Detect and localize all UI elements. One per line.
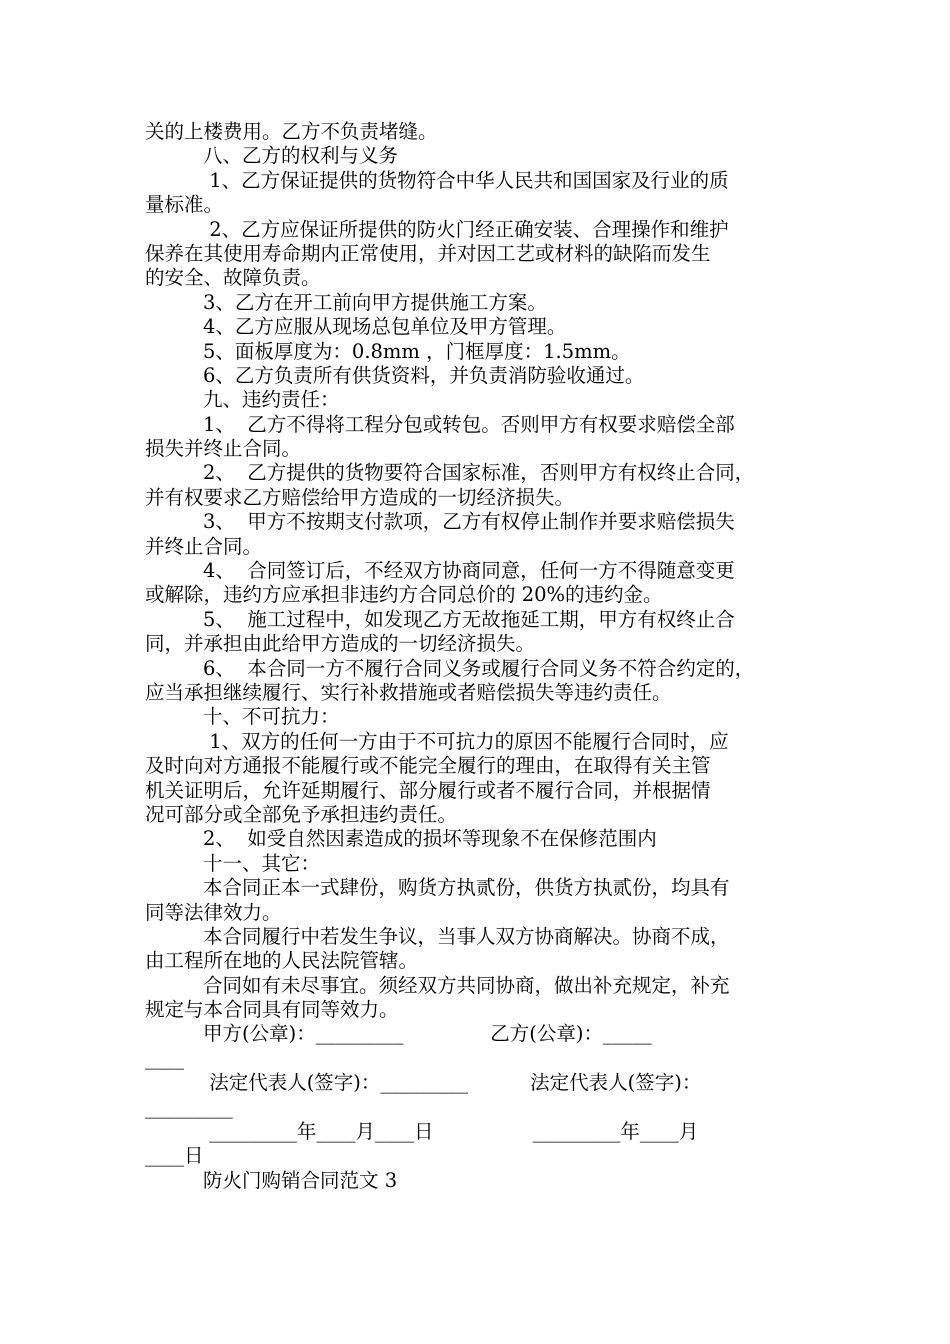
next-document-title: 防火门购销合同范文 3 [203, 1168, 398, 1192]
text-line: 3、 甲方不按期支付款项，乙方有权停止制作并要求赔偿损失 [203, 510, 735, 534]
text-line: 同等法律效力。 [145, 900, 282, 924]
text-line: 量标准。 [145, 193, 224, 217]
text-line: 合同如有未尽事宜。须经双方共同协商，做出补充规定，补充 [203, 973, 730, 997]
text-line: 2、 乙方提供的货物要符合国家标准，否则甲方有权终止合同， [203, 461, 755, 485]
text-line: 本合同正本一式肆份，购货方执贰份，供货方执贰份，均具有 [203, 876, 730, 900]
signature-line-date: _________年____月____日 _________年____月 [203, 1120, 699, 1144]
text-line: 5、面板厚度为：0.8mm ，门框厚度：1.5mm。 [203, 339, 631, 363]
text-line: 4、乙方应服从现场总包单位及甲方管理。 [203, 315, 567, 339]
text-line: 6、 本合同一方不履行合同义务或履行合同义务不符合约定的， [203, 656, 755, 680]
signature-line-date-cont: ____日 [145, 1144, 204, 1168]
text-line: 同，并承担由此给甲方造成的一切经济损失。 [145, 632, 536, 656]
text-line: 并终止合同。 [145, 534, 263, 558]
section-heading: 十一、其它： [203, 851, 321, 875]
text-line: 由工程所在地的人民法院管辖。 [145, 949, 419, 973]
text-line: 况可部分或全部免予承担违约责任。 [145, 802, 458, 826]
text-line: 6、乙方负责所有供货资料，并负责消防验收通过。 [203, 363, 645, 387]
text-line: 并有权要求乙方赔偿给甲方造成的一切经济损失。 [145, 485, 575, 509]
text-line: 2、乙方应保证所提供的防火门经正确安装、合理操作和维护 [203, 217, 729, 241]
text-line: 5、 施工过程中，如发现乙方无故拖延工期，甲方有权终止合 [203, 607, 735, 631]
text-line: 保养在其使用寿命期内正常使用，并对因工艺或材料的缺陷而发生 [145, 241, 711, 265]
text-line: 应当承担继续履行、实行补救措施或者赔偿损失等违约责任。 [145, 680, 672, 704]
text-line: 的安全、故障负责。 [145, 266, 321, 290]
signature-line-seal: 甲方(公章)：_________ 乙方(公章)：_____ [203, 1022, 652, 1046]
text-line: 4、 合同签订后，不经双方协商同意，任何一方不得随意变更 [203, 559, 735, 583]
signature-line-representative: 法定代表人(签字)：_________ 法定代表人(签字)： [203, 1071, 702, 1095]
section-heading: 十、不可抗力： [203, 705, 340, 729]
signature-line-representative-cont: _________ [145, 1095, 233, 1119]
section-heading: 九、违约责任： [203, 388, 340, 412]
text-line: 1、双方的任何一方由于不可抗力的原因不能履行合同时，应 [203, 729, 729, 753]
text-line: 本合同履行中若发生争议，当事人双方协商解决。协商不成， [203, 924, 730, 948]
section-heading: 八、乙方的权利与义务 [203, 144, 399, 168]
signature-line-seal-cont: ____ [145, 1046, 184, 1070]
text-line: 2、 如受自然因素造成的损坏等现象不在保修范围内 [203, 827, 657, 851]
text-line: 3、乙方在开工前向甲方提供施工方案。 [203, 290, 547, 314]
text-line: 规定与本合同具有同等效力。 [145, 998, 399, 1022]
text-line: 及时向对方通报不能履行或不能完全履行的理由，在取得有关主管 [145, 754, 711, 778]
text-line: 1、乙方保证提供的货物符合中华人民共和国国家及行业的质 [203, 168, 729, 192]
text-line: 关的上楼费用。乙方不负责堵缝。 [145, 120, 438, 143]
text-line: 损失并终止合同。 [145, 437, 302, 461]
text-line: 1、 乙方不得将工程分包或转包。否则甲方有权要求赔偿全部 [203, 412, 735, 436]
document-body [145, 120, 813, 1193]
text-line: 机关证明后，允许延期履行、部分履行或者不履行合同，并根据情 [145, 778, 711, 802]
text-line: 或解除，违约方应承担非违约方合同总价的 20%的违约金。 [145, 583, 663, 607]
